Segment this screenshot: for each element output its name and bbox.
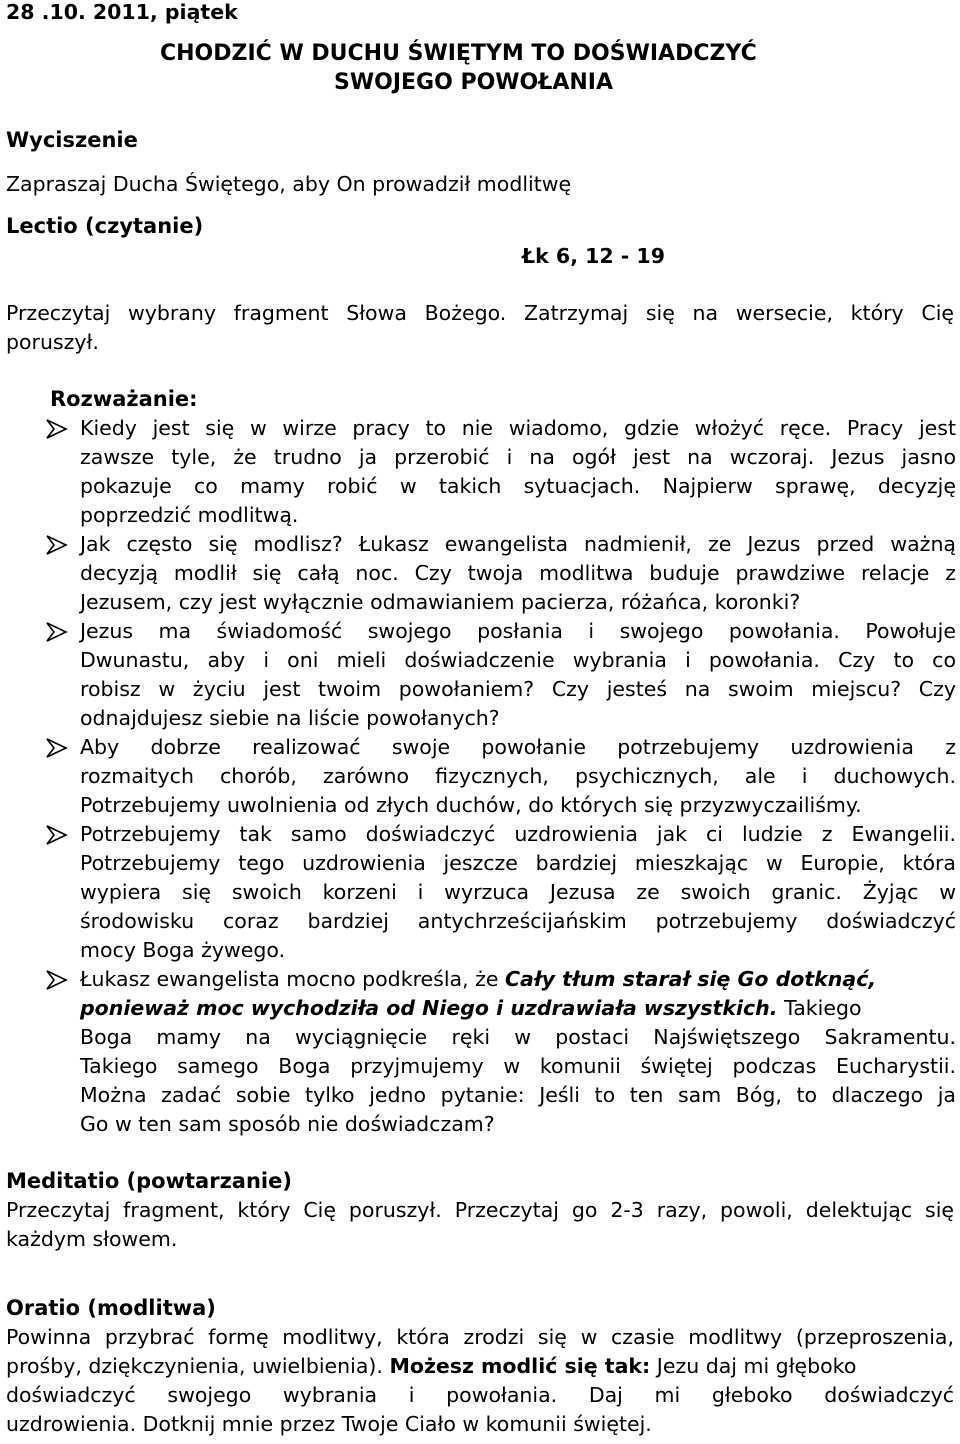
lectio-text-line-1: Przeczytaj wybrany fragment Słowa Bożego. Zatrzymaj się na wersecie, który Cię <box>6 301 954 325</box>
document-title-line-2: SWOJEGO POWOŁANIA <box>334 70 614 95</box>
bullet-arrow-icon <box>44 969 70 991</box>
lectio-heading: Lectio (czytanie) <box>6 214 204 238</box>
bullet-arrow-icon <box>44 534 70 556</box>
oratio-text-line-1: Powinna przybrać formę modlitwy, która zrodzi się w czasie modlitwy (przeproszenia, <box>6 1325 954 1349</box>
oratio-emphasis: Możesz modlić się tak: <box>389 1354 651 1378</box>
rozwazanie-heading: Rozważanie: <box>50 387 198 411</box>
item-6-emphasis: ponieważ moc wychodziła od Niego i uzdrawiała wszystkich. <box>80 996 778 1020</box>
item-3-line-2: Dwunastu, aby i oni mieli doświadczenie wybrania i powołania. Czy to co <box>80 648 956 672</box>
item-5-line-2: Potrzebujemy tego uzdrowienia jeszcze bardziej mieszkając w Europie, która <box>80 851 956 875</box>
item-5-line-1: Potrzebujemy tak samo doświadczyć uzdrowienia jak ci ludzie z Ewangelii. <box>80 822 956 846</box>
item-6-line-3: Boga mamy na wyciągnięcie ręki w postaci Najświętszego Sakramentu. <box>80 1025 956 1049</box>
item-6-text: Łukasz ewangelista mocno podkreśla, że <box>80 967 506 991</box>
item-6-line-4: Takiego samego Boga przyjmujemy w komunii świętej podczas Eucharystii. <box>80 1054 956 1078</box>
meditatio-text-line-2: każdym słowem. <box>6 1227 178 1251</box>
oratio-text: prośby, dziękczynienia, uwielbienia). <box>6 1354 390 1378</box>
item-3-line-3: robisz w życiu jest twoim powołaniem? Czy jesteś na swoim miejscu? Czy <box>80 677 956 701</box>
bullet-arrow-icon <box>44 737 70 759</box>
oratio-text-line-2 <box>6 1352 856 1381</box>
item-4-line-1: Aby dobrze realizować swoje powołanie potrzebujemy uzdrowienia z <box>80 735 956 759</box>
bullet-arrow-icon <box>44 824 70 846</box>
item-3-line-1: Jezus ma świadomość swojego posłania i swojego powołania. Powołuje <box>80 619 956 643</box>
meditatio-text-line-1: Przeczytaj fragment, który Cię poruszył. Przeczytaj go 2-3 razy, powoli, delektując się <box>6 1198 954 1222</box>
date-line: 28 .10. 2011, piątek <box>6 0 238 24</box>
item-2-line-2: decyzją modlił się całą noc. Czy twoja modlitwa buduje prawdziwe relacje z <box>80 561 956 585</box>
item-6-emphasis: Cały tłum starał się Go dotknąć, <box>505 967 877 991</box>
meditatio-heading: Meditatio (powtarzanie) <box>6 1169 292 1193</box>
item-5-line-5: mocy Boga żywego. <box>80 938 286 962</box>
item-4-line-3: Potrzebujemy uwolnienia od złych duchów, do których się przyzwyczailiśmy. <box>80 793 862 817</box>
item-6-text: Takiego <box>777 996 862 1020</box>
item-1-line-3: pokazuje co mamy robić w takich sytuacjach. Najpierw sprawę, decyzję <box>80 474 956 498</box>
bullet-arrow-icon <box>44 418 70 440</box>
item-6-line-1 <box>80 965 876 994</box>
item-1-line-1: Kiedy jest się w wirze pracy to nie wiadomo, gdzie włożyć ręce. Pracy jest <box>80 416 956 440</box>
item-5-line-3: wypiera się swoich korzeni i wyrzuca Jezusa ze swoich granic. Żyjąc w <box>80 880 956 904</box>
document-title-line-1: CHODZIĆ W DUCHU ŚWIĘTYM TO DOŚWIADCZYĆ <box>160 41 757 66</box>
lectio-text-line-2: poruszył. <box>6 330 99 354</box>
item-6-line-6: Go w ten sam sposób nie doświadczam? <box>80 1112 495 1136</box>
bullet-arrow-icon <box>44 621 70 643</box>
item-6-line-5: Można zadać sobie tylko jedno pytanie: Jeśli to ten sam Bóg, to dlaczego ja <box>80 1083 956 1107</box>
wyciszenie-text: Zapraszaj Ducha Świętego, aby On prowadził modlitwę <box>6 172 572 196</box>
item-2-line-1: Jak często się modlisz? Łukasz ewangelista nadmienił, ze Jezus przed ważną <box>80 532 956 556</box>
item-1-line-2: zawsze tyle, że trudno ja przerobić i na ogół jest na wczoraj. Jezus jasno <box>80 445 956 469</box>
oratio-text: Jezu daj mi głęboko <box>650 1354 857 1378</box>
item-1-line-4: poprzedzić modlitwą. <box>80 503 299 527</box>
item-5-line-4: środowisku coraz bardziej antychrześcijańskim potrzebujemy doświadczyć <box>80 909 956 933</box>
oratio-text-line-4: uzdrowienia. Dotknij mnie przez Twoje Ciało w komunii świętej. <box>6 1412 652 1436</box>
wyciszenie-heading: Wyciszenie <box>6 128 138 152</box>
item-4-line-2: rozmaitych chorób, zarówno fizycznych, psychicznych, ale i duchowych. <box>80 764 956 788</box>
oratio-heading: Oratio (modlitwa) <box>6 1296 216 1320</box>
item-2-line-3: Jezusem, czy jest wyłącznie odmawianiem pacierza, różańca, koronki? <box>80 590 801 614</box>
item-3-line-4: odnajdujesz siebie na liście powołanych? <box>80 706 500 730</box>
item-6-line-2 <box>80 994 862 1023</box>
oratio-text-line-3: doświadczyć swojego wybrania i powołania. Daj mi głeboko doświadczyć <box>6 1383 954 1407</box>
scripture-reference: Łk 6, 12 - 19 <box>522 244 665 268</box>
